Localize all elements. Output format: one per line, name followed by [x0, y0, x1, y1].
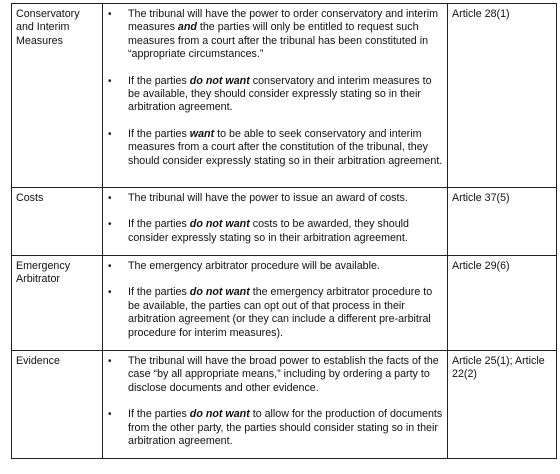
article-reference: Article 29(6) [448, 256, 557, 351]
list-item [107, 75, 443, 115]
content-cell [103, 4, 448, 188]
rules-table [11, 3, 557, 459]
topic-cell: Conservatory and Interim Measures [12, 4, 103, 188]
table-row [12, 188, 557, 256]
table-row [12, 351, 557, 459]
list-item [107, 286, 443, 340]
content-cell [103, 256, 448, 351]
topic-cell: Emergency Arbitrator [12, 256, 103, 351]
list-item [107, 218, 443, 245]
table-row [12, 4, 557, 188]
bullet-icon: • [108, 409, 112, 421]
item-text: The tribunal will have the power to order conservatory and interim measures and the parties will only be entitled to request such measures from a court after the tribunal has been constituted in “appropriate circumstances.” [128, 8, 439, 61]
list-item [107, 128, 443, 168]
item-text: If the parties do not want to allow for the production of documents from the other party, the parties should consider stating so in their arbitration agreement. [128, 408, 443, 448]
item-text: The tribunal will have the broad power to establish the facts of the case “by all appropriate means,” including by ordering a party to disclose documents and other evidence. [128, 355, 439, 394]
list-item [107, 260, 443, 273]
item-text: The tribunal will have the power to issue an award of costs. [128, 192, 408, 204]
bullet-icon: • [108, 75, 112, 87]
topic-cell: Evidence [12, 351, 103, 459]
list-item [107, 355, 443, 395]
topic-cell: Costs [12, 188, 103, 256]
list-item [107, 8, 443, 62]
article-reference: Article 37(5) [448, 188, 557, 256]
content-cell [103, 188, 448, 256]
bullet-icon: • [108, 9, 112, 20]
article-reference: Article 28(1) [448, 4, 557, 188]
article-reference: Article 25(1); Article 22(2) [448, 351, 557, 459]
item-text: If the parties do not want the emergency arbitrator procedure to be available, the parties can opt out of that process in their arbitration agreement (or they can include a different pre-arbitral procedure for interim measures). [128, 286, 433, 339]
item-text: The emergency arbitrator procedure will be available. [128, 260, 380, 272]
bullet-icon: • [108, 128, 112, 140]
content-cell [103, 351, 448, 459]
bullet-icon: • [108, 193, 112, 204]
list-item [107, 408, 443, 448]
item-text: If the parties do not want costs to be awarded, they should consider expressly stating so in their arbitration agreement. [128, 218, 409, 244]
bullet-icon: • [108, 356, 112, 367]
item-text: If the parties do not want conservatory and interim measures to be available, they should consider expressly stating so in their arbitration agreement. [128, 74, 432, 114]
bullet-icon: • [108, 261, 112, 272]
bullet-icon: • [108, 219, 112, 231]
bullet-icon: • [108, 287, 112, 299]
table-row [12, 256, 557, 351]
list-item [107, 192, 443, 205]
item-text: If the parties want to be able to seek conservatory and interim measures from a court after the constitution of the tribunal, they should consider expressly stating so in their arbitration agreement. [128, 127, 443, 167]
